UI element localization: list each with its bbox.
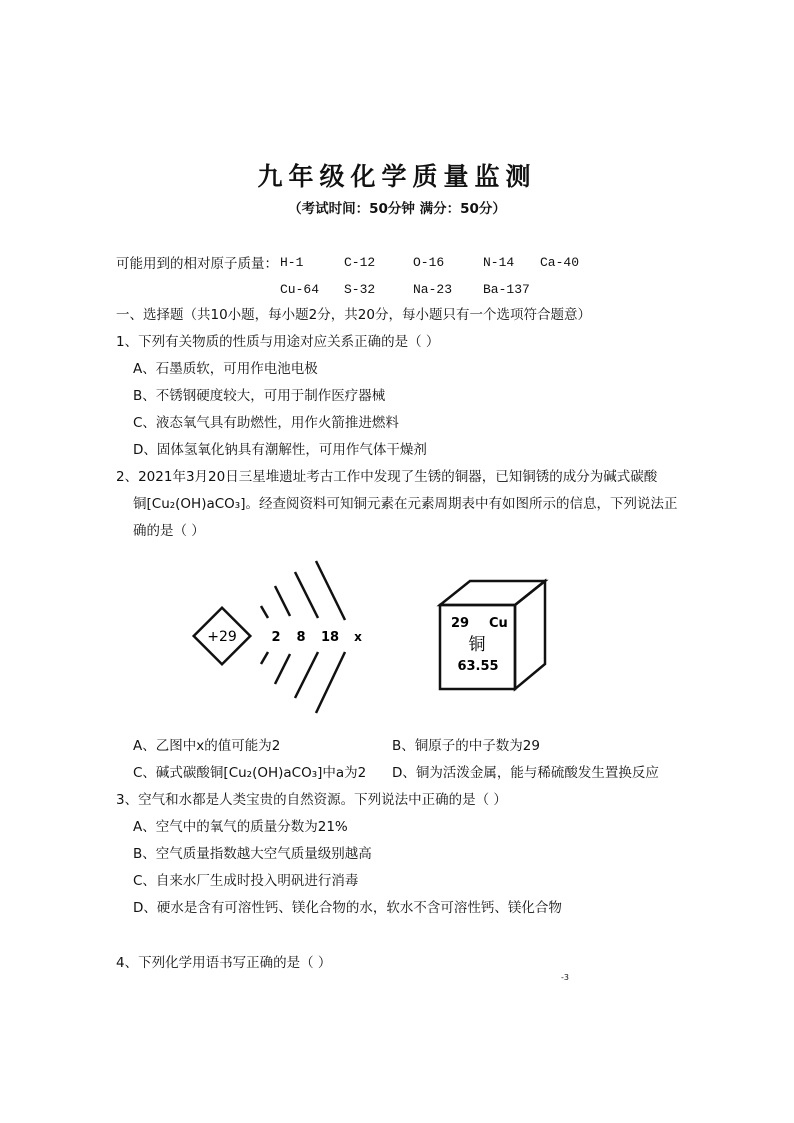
atomic-mass-n: N-14	[483, 255, 515, 270]
question-3-option-c: C、自来水厂生成时投入明矾进行消毒	[133, 873, 359, 889]
shell-4-arc-bottom	[316, 652, 345, 713]
question-2-option-b: B、铜原子的中子数为29	[392, 738, 540, 754]
atomic-mass-h: H-1	[280, 255, 304, 270]
question-2-stem-line-2: 铜[Cu₂(OH)aCO₃]。经查阅资料可知铜元素在元素周期表中有如图所示的信息，下列说法正	[133, 496, 678, 512]
question-1-stem: 1、下列有关物质的性质与用途对应关系正确的是（ ）	[116, 334, 440, 350]
question-4-stem: 4、下列化学用语书写正确的是（ ）	[116, 955, 332, 971]
atom-structure-diagram	[194, 561, 362, 713]
page-mark: -3	[561, 973, 569, 982]
question-2-stem-line-3: 确的是（ ）	[133, 523, 205, 539]
atomic-mass-ca: Ca-40	[540, 255, 580, 270]
atomic-mass-label: 可能用到的相对原子质量：	[116, 256, 278, 272]
shell-3-electrons: 18	[320, 630, 340, 645]
question-3-option-a: A、空气中的氧气的质量分数为21%	[133, 819, 348, 835]
atomic-mass-ba: Ba-137	[483, 282, 530, 297]
page-title: 九年级化学质量监测	[257, 162, 537, 191]
question-3-stem: 3、空气和水都是人类宝贵的自然资源。下列说法中正确的是（ ）	[116, 792, 507, 808]
shell-2-arc-bottom	[275, 654, 290, 684]
cube-side-face	[515, 581, 545, 689]
question-3-option-d: D、硬水是含有可溶性钙、镁化合物的水，软水不含可溶性钙、镁化合物	[133, 900, 562, 916]
question-2-option-c: C、碱式碳酸铜[Cu₂(OH)aCO₃]中a为2	[133, 765, 367, 781]
question-2-option-d: D、铜为活泼金属，能与稀硫酸发生置换反应	[392, 765, 659, 781]
exam-info: （考试时间：50分钟 满分：50分）	[288, 201, 506, 217]
nucleus-charge: +29	[207, 629, 237, 645]
question-3-option-b: B、空气质量指数越大空气质量级别越高	[133, 846, 372, 862]
element-number: 29	[451, 616, 470, 631]
shell-1-arc-bottom	[261, 652, 268, 664]
shell-1-electrons: 2	[271, 630, 281, 645]
question-1-option-c: C、液态氧气具有助燃性，用作火箭推进燃料	[133, 415, 399, 431]
question-1-option-b: B、不锈钢硬度较大，可用于制作医疗器械	[133, 388, 386, 404]
question-2-stem-line-1: 2、2021年3月20日三星堆遗址考古工作中发现了生锈的铜器，已知铜锈的成分为碱式碳酸	[116, 469, 658, 485]
shell-1-arc-top	[261, 606, 268, 618]
question-1-option-d: D、固体氢氧化钠具有潮解性，可用作气体干燥剂	[133, 442, 427, 458]
shell-4-arc-top	[316, 561, 345, 620]
element-symbol: Cu	[489, 616, 508, 631]
atomic-mass-cu: Cu-64	[280, 282, 320, 297]
atomic-mass-na: Na-23	[413, 282, 453, 297]
shell-3-arc-top	[295, 572, 318, 618]
shell-2-arc-top	[275, 586, 290, 616]
element-name: 铜	[468, 635, 486, 655]
section-heading: 一、选择题（共10小题，每小题2分，共20分，每小题只有一个选项符合题意）	[116, 307, 591, 323]
shell-4-electrons: x	[354, 630, 362, 644]
atomic-mass-o: O-16	[413, 255, 445, 270]
atomic-mass-s: S-32	[344, 282, 376, 297]
atomic-mass-c: C-12	[344, 255, 376, 270]
shell-3-arc-bottom	[295, 652, 318, 698]
question-2-option-a: A、乙图中x的值可能为2	[133, 738, 281, 754]
element-mass: 63.55	[457, 659, 499, 674]
periodic-table-cell	[440, 581, 545, 689]
question-1-option-a: A、石墨质软，可用作电池电极	[133, 361, 318, 377]
shell-2-electrons: 8	[296, 630, 306, 645]
